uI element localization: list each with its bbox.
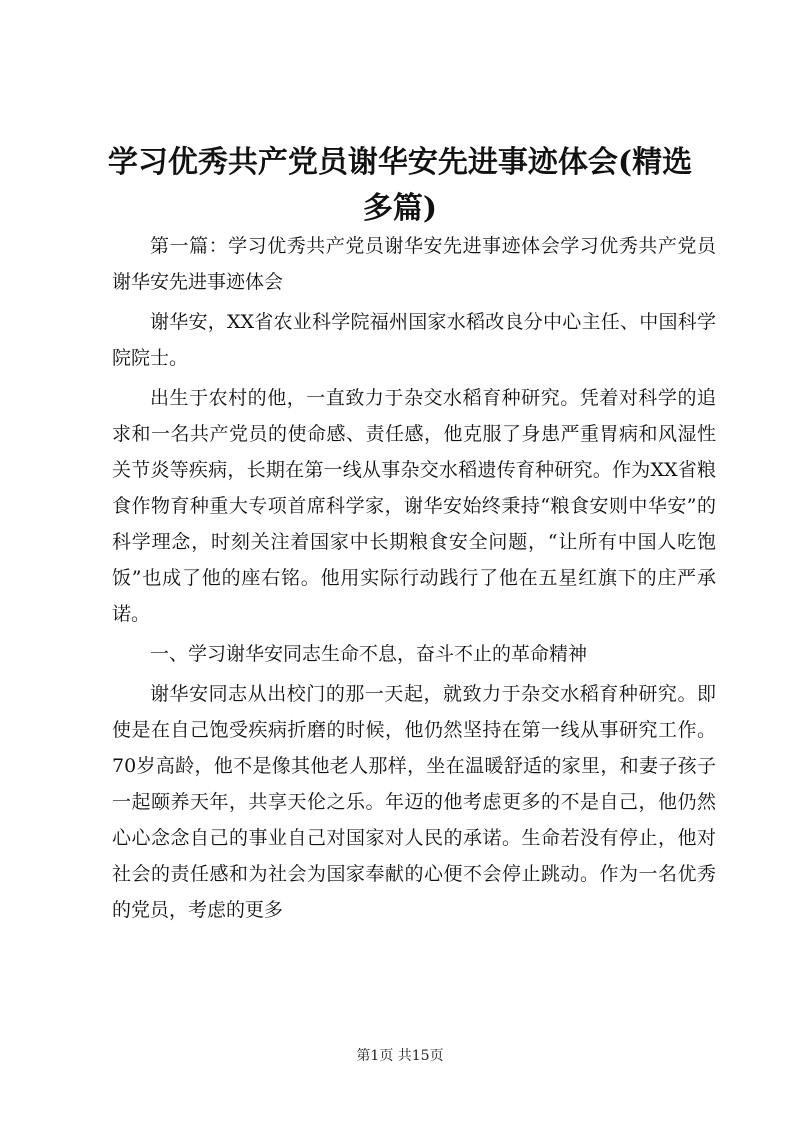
paragraph-section-1: 谢华安同志从出校门的那一天起，就致力于杂交水稻育种研究。即使是在自己饱受疾病折磨的时候，他仍然坚持在第一线从事研究工作。70岁高龄，他不是像其他老人那样，坐在温暖舒适的家里，和妻子孩子一起颐养天年，共享天伦之乐。年迈的他考虑更多的不是自己，他仍然心心念念自己的事业自己对国家对人民的承诺。生命若没有停止，他对社会的责任感和为社会为国家奉献的心便不会停止跳动。作为一名优秀的党员，考虑的更多 [112, 683, 716, 921]
section-heading-1: 一、学习谢华安同志生命不息，奋斗不止的革命精神 [150, 643, 588, 665]
paragraph-heading-1: 第一篇：学习优秀共产党员谢华安先进事迹体会学习优秀共产党员谢华安先进事迹体会 [112, 235, 716, 293]
document-title: 学习优秀共产党员谢华安先进事迹体会(精选多篇) [107, 145, 693, 226]
paragraph-background: 出生于农村的他，一直致力于杂交水稻育种研究。凭着对科学的追求和一名共产党员的使命感、责任感，他克服了身患严重胃病和风湿性关节炎等疾病，长期在第一线从事杂交水稻遗传育种研究。作为XX省粮食作物育种重大专项首席科学家，谢华安始终秉持“粮食安则中华安”的科学理念，时刻关注着国家中长期粮食安全问题，“让所有中国人吃饱饭”也成了他的座右铭。他用实际行动践行了他在五星红旗下的庄严承诺。 [112, 387, 716, 625]
paragraph-intro: 谢华安，XX省农业科学院福州国家水稻改良分中心主任、中国科学院院士。 [112, 311, 716, 369]
document-body [112, 228, 716, 932]
page-number-footer: 第1页 共15页 [356, 1048, 444, 1064]
